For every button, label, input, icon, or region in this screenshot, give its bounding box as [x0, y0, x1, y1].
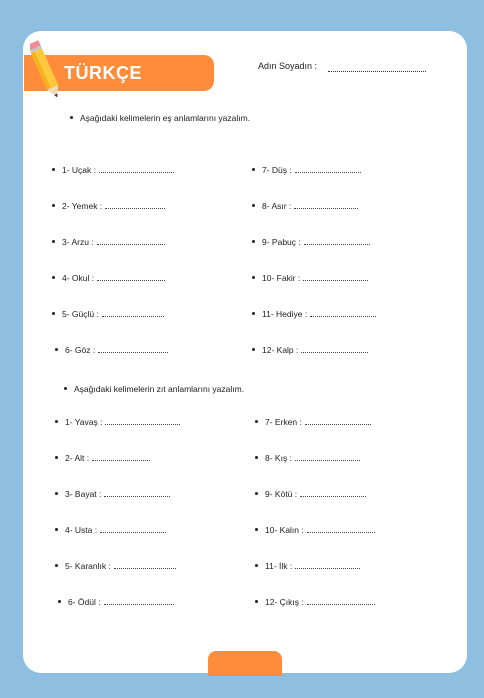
answer-line[interactable] — [104, 489, 170, 497]
answer-line[interactable] — [105, 201, 165, 209]
answer-line[interactable] — [102, 309, 164, 317]
answer-line[interactable] — [300, 489, 366, 497]
antonym-item: 4- Usta : — [55, 525, 166, 535]
synonym-item: 3- Arzu : — [52, 237, 165, 247]
answer-line[interactable] — [97, 237, 165, 245]
answer-line[interactable] — [99, 165, 174, 173]
name-label: Adın Soyadın : — [258, 61, 318, 71]
synonym-item: 8- Asır : — [252, 201, 358, 211]
antonym-item: 5- Karanlık : — [55, 561, 176, 571]
instruction-antonyms: Aşağıdaki kelimelerin zıt anlamlarını yazalım. — [64, 384, 244, 394]
synonym-item: 10- Fakir : — [252, 273, 368, 283]
answer-line[interactable] — [105, 417, 180, 425]
subject-title: TÜRKÇE — [64, 63, 142, 83]
synonym-item: 1- Uçak : — [52, 165, 174, 175]
antonym-item: 1- Yavaş : — [55, 417, 180, 427]
footer-tab — [208, 651, 282, 676]
antonym-item: 9- Kötü : — [255, 489, 366, 499]
answer-line[interactable] — [104, 597, 174, 605]
antonym-item: 12- Çıkış : — [255, 597, 375, 607]
synonym-item: 11- Hediye : — [252, 309, 376, 319]
antonym-item: 8- Kış : — [255, 453, 360, 463]
answer-line[interactable] — [114, 561, 176, 569]
answer-line[interactable] — [310, 309, 376, 317]
antonym-item: 3- Bayat : — [55, 489, 170, 499]
name-field[interactable] — [328, 71, 426, 72]
answer-line[interactable] — [304, 237, 370, 245]
answer-line[interactable] — [295, 561, 360, 569]
answer-line[interactable] — [295, 165, 361, 173]
answer-line[interactable] — [305, 417, 371, 425]
antonym-item: 10- Kalın : — [255, 525, 375, 535]
pencil-icon — [30, 36, 60, 104]
answer-line[interactable] — [307, 525, 375, 533]
synonym-item: 7- Düş : — [252, 165, 361, 175]
synonym-item: 6- Göz : — [55, 345, 168, 355]
answer-line[interactable] — [303, 273, 368, 281]
synonym-item: 5- Güçlü : — [52, 309, 164, 319]
synonym-item: 9- Pabuç : — [252, 237, 370, 247]
synonym-item: 2- Yemek : — [52, 201, 165, 211]
answer-line[interactable] — [97, 273, 165, 281]
answer-line[interactable] — [92, 453, 150, 461]
instruction-synonyms: Aşağıdaki kelimelerin eş anlamlarını yazalım. — [70, 113, 250, 123]
antonym-item: 7- Erken : — [255, 417, 371, 427]
answer-line[interactable] — [100, 525, 166, 533]
antonym-item: 2- Alt : — [55, 453, 150, 463]
synonym-item: 12- Kalp : — [252, 345, 368, 355]
answer-line[interactable] — [301, 345, 368, 353]
synonym-item: 4- Okul : — [52, 273, 165, 283]
answer-line[interactable] — [307, 597, 375, 605]
antonym-item: 6- Ödül : — [58, 597, 174, 607]
answer-line[interactable] — [295, 453, 360, 461]
answer-line[interactable] — [98, 345, 168, 353]
answer-line[interactable] — [294, 201, 358, 209]
antonym-item: 11- İlk : — [255, 561, 360, 571]
